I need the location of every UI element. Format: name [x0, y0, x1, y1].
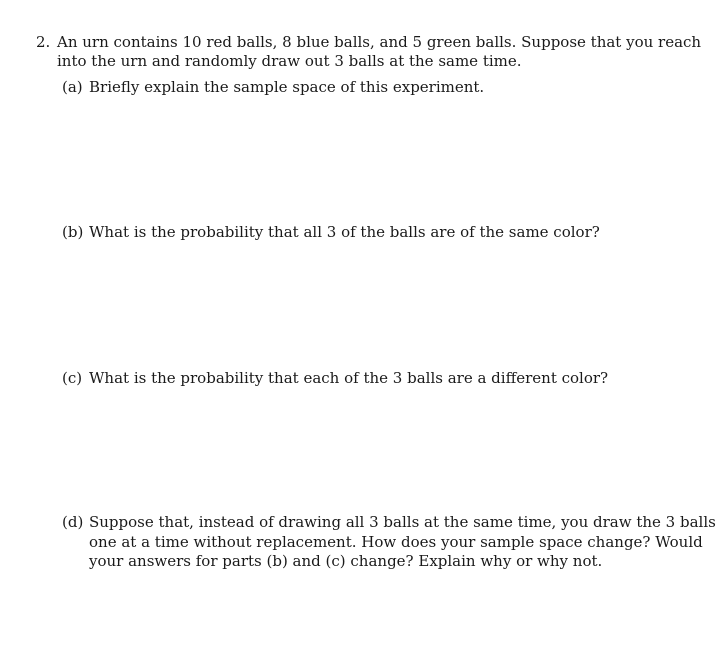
problem-intro-line-2: into the urn and randomly draw out 3 balls at the same time. — [57, 52, 522, 70]
part-d-text-line-1: Suppose that, instead of drawing all 3 balls at the same time, you draw the 3 balls — [89, 513, 716, 531]
part-b-text: What is the probability that all 3 of the balls are of the same color? — [89, 223, 600, 241]
part-d-text-line-3: your answers for parts (b) and (c) change? Explain why or why not. — [89, 552, 603, 570]
part-a-label: (a) — [62, 78, 83, 96]
part-c-text: What is the probability that each of the 3 balls are a different color? — [89, 369, 609, 387]
problem-number: 2. — [36, 33, 51, 51]
part-c-label: (c) — [62, 369, 83, 387]
part-a-text: Briefly explain the sample space of this experiment. — [89, 78, 485, 96]
part-d-label: (d) — [62, 513, 84, 531]
problem-intro-line-1: An urn contains 10 red balls, 8 blue balls, and 5 green balls. Suppose that you reach — [57, 33, 702, 51]
part-b-label: (b) — [62, 223, 84, 241]
part-d-text-line-2: one at a time without replacement. How does your sample space change? Would — [89, 533, 703, 551]
